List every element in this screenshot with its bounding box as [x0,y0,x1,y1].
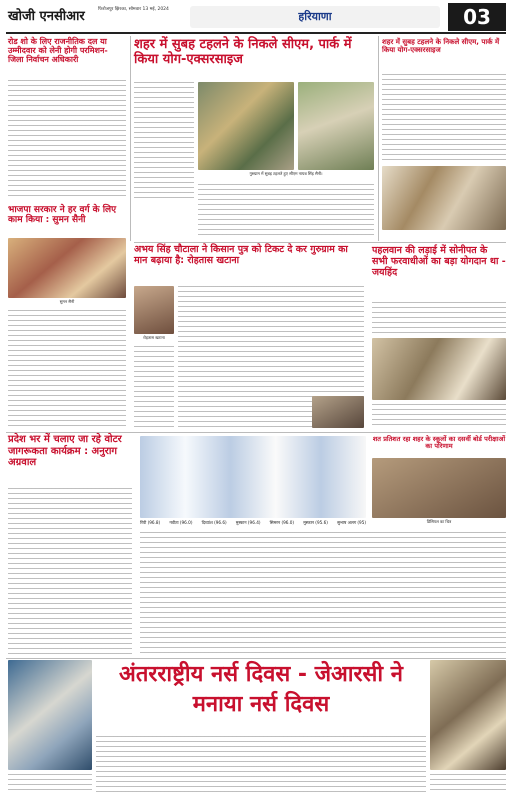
story-9-body-right [430,774,506,794]
story-8-body [140,532,506,656]
column-divider [130,36,131,241]
story-5-body-b [134,346,174,428]
student-name: नवीता (96.0) [169,520,193,525]
newspaper-brand: खोजी एनसीआर [8,9,85,24]
story-7-body-b [8,558,132,656]
section-divider [134,242,506,243]
masthead [0,0,512,36]
section-divider [6,432,506,433]
story-6-body [372,302,506,336]
story-9-headline: अंतरराष्ट्रीय नर्स दिवस - जेआरसी ने मनाया नर्स दिवस [119,662,403,717]
suman-saini-photo [8,238,126,298]
story-7-headline: प्रदेश भर में चलाए जा रहे वोटर जागरूकता कार्यक्रम : अनुराग अग्रवाल [8,434,122,468]
story-7-body [8,488,132,554]
kunwar-photo [312,396,364,428]
principal-caption: प्रिंसिपल का चित्र [426,519,452,524]
story-4-body [8,310,126,428]
story-4-headline: भाजपा सरकार ने हर वर्ग के लिए काम किया : सुमन सैनी [8,205,117,226]
suman-caption: सुमन सैनी [59,299,75,304]
principal-photo [372,458,506,518]
story-2-body-col2 [198,184,374,236]
section-divider [6,658,506,659]
page-number: 03 [448,3,506,31]
chautala-photo [134,286,174,334]
story-3-body [382,74,506,162]
story-6-photo [372,338,506,400]
story-6-body-b [372,404,506,428]
column-divider [378,36,379,241]
student-name: मुस्कान (96.4) [235,520,261,525]
section-title: हरियाणा [190,6,440,28]
cm-park-caption: गुरुग्राम में सुबह टहलते हुए सीएम नायब सिंह सैनी। [249,171,323,176]
story-1-headline: रोड शो के लिए राजनीतिक दल या उम्मीदवार को लेनी होगी परमिशन- जिला निर्वाचन अधिकारी [8,37,108,65]
story-3-headline: शहर में सुबह टहलने के निकले सीएम, पार्क में किया योग-एक्सरसाइज [382,38,500,55]
nurse-day-photo-right [430,660,506,770]
student-photos-strip [140,436,366,518]
student-name: सुभाष अलग (95) [337,520,366,525]
student-name: सिमरन (96.0) [269,520,295,525]
student-name: मुस्कान (95.6) [303,520,328,525]
story-1-body [8,80,126,200]
student-name: रिंपी (96.8) [140,520,161,525]
student-name: दिव्यांश (96.6) [201,520,227,525]
cm-park-photo [198,82,294,170]
issue-meta: फिरोजपुर झिरका, सोमवार 13 मई, 2024 [98,7,169,12]
story-2-body-col1 [134,82,194,202]
story-6-headline: पहलवान की लड़ाई में सोनीपत के सभी फरवाधीओं का बड़ा योगदान था - जयहिंद [372,245,506,278]
chautala-caption: रोहतास खटाना [143,335,165,340]
story-9-body-left [8,774,92,794]
cm-yoga-photo [298,82,374,170]
student-name-row [140,520,366,528]
story-3-photo [382,166,506,230]
header-rule [6,32,506,34]
story-9-body [96,736,426,794]
nurse-day-photo-left [8,660,92,770]
story-2-headline: शहर में सुबह टहलने के निकले सीएम, पार्क में किया योग-एक्सरसाइज [134,37,352,67]
story-8-headline: शत प्रतिशत रहा शहर के स्कूलों का दसवीं बोर्ड परीक्षाओं का परिणाम [372,435,506,451]
story-5-headline: अभय सिंह चौटाला ने किसान पुत्र को टिकट दे कर गुरुग्राम का मान बढ़ाया है: रोहतास खटाना [134,244,348,266]
